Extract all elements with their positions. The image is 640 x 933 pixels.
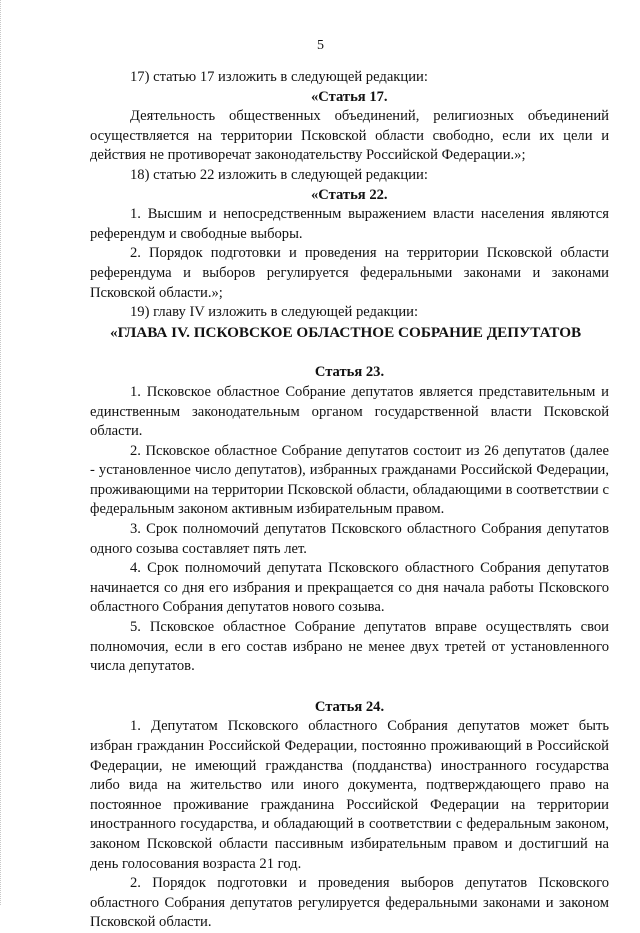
chapter-4-title: «ГЛАВА IV. ПСКОВСКОЕ ОБЛАСТНОЕ СОБРАНИЕ ДЕПУТАТОВ (110, 323, 582, 341)
amendment-item-18: 18) статью 22 изложить в следующей редакции: (130, 166, 428, 183)
article-23-paragraph-4: 4. Срок полномочий депутата Псковского областного Собрания депутатов начинается со дня его избрания и прекращается со дня начала работы Псковского областного Собрания депутатов нового созыва. (90, 560, 609, 616)
article-17-title: «Статья 17. (311, 88, 388, 105)
amendment-item-17: 17) статью 17 изложить в следующей редакции: (130, 69, 428, 85)
spacer (90, 677, 609, 698)
spacer (90, 342, 609, 363)
article-23-paragraph-1: 1. Псковское областное Собрание депутатов является представительным и единственным законодательным органом государственной власти Псковской области. (90, 383, 609, 440)
document-body (90, 68, 609, 933)
article-23-paragraph-5: 5. Псковское областное Собрание депутатов вправе осуществлять свои полномочия, если в его состав избрано не менее двух третей от установленного числа депутатов. (90, 619, 609, 675)
article-24-title: Статья 24. (314, 698, 385, 715)
article-24-paragraph-1: 1. Депутатом Псковского областного Собрания депутатов может быть избран гражданин Российской Федерации, постоянно проживающий в Российской Федерации, не имеющий гражданства (подданства) иностранного государства либо вида на жительство или иного документа, подтверждающего право на постоянное проживание гражданина Российской Федерации на территории иностранного государства, и обладающий в соответствии с федеральным законом, законом Псковской области пассивным избирательным правом и достигший на день голосования возраста 21 год. (90, 718, 609, 872)
article-24-paragraph-2: 2. Порядок подготовки и проведения выборов депутатов Псковского областного Собрания депутатов регулируется федеральными законами и законом Псковской области. (90, 875, 609, 931)
article-22-paragraph-1: 1. Высшим и непосредственным выражением власти населения являются референдум и свободные выборы. (90, 206, 609, 242)
article-23-title: Статья 23. (314, 364, 385, 381)
article-22-title: «Статья 22. (311, 186, 388, 203)
article-17-text: Деятельность общественных объединений, религиозных объединений осуществляется на территории Псковской области свободно, если их цели и действия не противоречат законодательству Российской Федерации.»; (90, 108, 609, 164)
article-23-paragraph-2: 2. Псковское областное Собрание депутатов состоит из 26 депутатов (далее - установленное число депутатов), избранных гражданами Российской Федерации, проживающими на территории Псковской области, обладающими в соответствии с федеральным законом активным избирательным правом. (90, 442, 609, 518)
article-23-paragraph-3: 3. Срок полномочий депутатов Псковского областного Собрания депутатов одного созыва составляет пять лет. (90, 521, 609, 557)
article-22-paragraph-2: 2. Порядок подготовки и проведения на территории Псковской области референдума и выборов регулируется федеральными законами и законами Псковской области.»; (90, 245, 609, 301)
amendment-item-19: 19) главу IV изложить в следующей редакции: (130, 304, 419, 321)
page-number: 5 (317, 38, 324, 53)
